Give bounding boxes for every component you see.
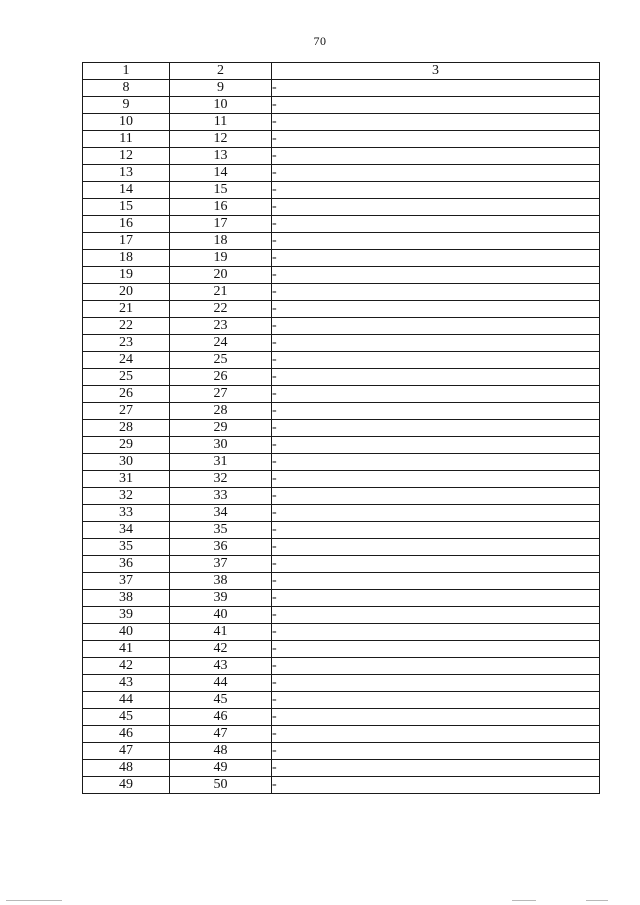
- table-row: [83, 318, 600, 335]
- cell-col-2: 24: [170, 335, 272, 352]
- table-row: [83, 284, 600, 301]
- cell-col-2: 21: [170, 284, 272, 301]
- cell-col-2: 49: [170, 760, 272, 777]
- cell-col-1: 30: [83, 454, 170, 471]
- cell-col-1: 47: [83, 743, 170, 760]
- cell-col-3: -: [272, 216, 600, 233]
- table-row: [83, 556, 600, 573]
- cell-col-1: 35: [83, 539, 170, 556]
- table-row: [83, 590, 600, 607]
- cell-col-3: -: [272, 369, 600, 386]
- cell-col-1: 14: [83, 182, 170, 199]
- column-header-2: 2: [170, 63, 272, 80]
- cell-col-1: 24: [83, 352, 170, 369]
- table-body: [83, 80, 600, 794]
- cell-col-1: 13: [83, 165, 170, 182]
- cell-col-1: 34: [83, 522, 170, 539]
- cell-col-3: -: [272, 199, 600, 216]
- table-row: [83, 250, 600, 267]
- cell-col-1: 9: [83, 97, 170, 114]
- table-row: [83, 709, 600, 726]
- table-row: [83, 182, 600, 199]
- cell-col-3: -: [272, 114, 600, 131]
- table-row: [83, 692, 600, 709]
- cell-col-1: 17: [83, 233, 170, 250]
- table-row: [83, 726, 600, 743]
- cell-col-1: 40: [83, 624, 170, 641]
- table-row: [83, 267, 600, 284]
- table-row: [83, 658, 600, 675]
- table-row: [83, 386, 600, 403]
- table-row: [83, 97, 600, 114]
- cell-col-2: 26: [170, 369, 272, 386]
- cell-col-3: -: [272, 607, 600, 624]
- cell-col-2: 50: [170, 777, 272, 794]
- cell-col-3: -: [272, 522, 600, 539]
- cell-col-1: 27: [83, 403, 170, 420]
- cell-col-2: 28: [170, 403, 272, 420]
- cell-col-3: -: [272, 760, 600, 777]
- cell-col-2: 14: [170, 165, 272, 182]
- cell-col-3: -: [272, 692, 600, 709]
- cell-col-1: 37: [83, 573, 170, 590]
- table-row: [83, 777, 600, 794]
- cell-col-1: 33: [83, 505, 170, 522]
- table-row: [83, 114, 600, 131]
- table-row: [83, 403, 600, 420]
- cell-col-3: -: [272, 267, 600, 284]
- cell-col-3: -: [272, 675, 600, 692]
- cell-col-1: 36: [83, 556, 170, 573]
- cell-col-2: 29: [170, 420, 272, 437]
- table-row: [83, 80, 600, 97]
- cell-col-2: 42: [170, 641, 272, 658]
- cell-col-1: 42: [83, 658, 170, 675]
- table-row: [83, 437, 600, 454]
- table-row: [83, 420, 600, 437]
- cell-col-1: 12: [83, 148, 170, 165]
- cell-col-2: 31: [170, 454, 272, 471]
- cell-col-2: 36: [170, 539, 272, 556]
- cell-col-2: 11: [170, 114, 272, 131]
- cell-col-3: -: [272, 488, 600, 505]
- table-row: [83, 675, 600, 692]
- scan-artifact: [586, 900, 608, 901]
- cell-col-3: -: [272, 250, 600, 267]
- cell-col-3: -: [272, 284, 600, 301]
- cell-col-3: -: [272, 777, 600, 794]
- cell-col-1: 46: [83, 726, 170, 743]
- cell-col-3: -: [272, 233, 600, 250]
- cell-col-2: 34: [170, 505, 272, 522]
- cell-col-2: 47: [170, 726, 272, 743]
- cell-col-3: -: [272, 539, 600, 556]
- page-number: 70: [313, 34, 327, 48]
- cell-col-3: -: [272, 573, 600, 590]
- cell-col-1: 32: [83, 488, 170, 505]
- cell-col-3: -: [272, 454, 600, 471]
- cell-col-3: -: [272, 97, 600, 114]
- cell-col-3: -: [272, 301, 600, 318]
- cell-col-2: 40: [170, 607, 272, 624]
- table-row: [83, 301, 600, 318]
- cell-col-1: 44: [83, 692, 170, 709]
- cell-col-1: 11: [83, 131, 170, 148]
- cell-col-3: -: [272, 420, 600, 437]
- table-row: [83, 624, 600, 641]
- table-row: [83, 216, 600, 233]
- cell-col-2: 30: [170, 437, 272, 454]
- cell-col-3: -: [272, 131, 600, 148]
- cell-col-1: 28: [83, 420, 170, 437]
- cell-col-2: 43: [170, 658, 272, 675]
- table-row: [83, 131, 600, 148]
- cell-col-1: 39: [83, 607, 170, 624]
- cell-col-3: -: [272, 556, 600, 573]
- cell-col-2: 38: [170, 573, 272, 590]
- table-row: [83, 454, 600, 471]
- cell-col-3: -: [272, 437, 600, 454]
- table-row: [83, 505, 600, 522]
- cell-col-2: 10: [170, 97, 272, 114]
- cell-col-2: 25: [170, 352, 272, 369]
- cell-col-2: 37: [170, 556, 272, 573]
- cell-col-1: 26: [83, 386, 170, 403]
- cell-col-2: 12: [170, 131, 272, 148]
- cell-col-1: 45: [83, 709, 170, 726]
- cell-col-2: 39: [170, 590, 272, 607]
- table-row: [83, 539, 600, 556]
- cell-col-2: 45: [170, 692, 272, 709]
- table-row: [83, 607, 600, 624]
- table-row: [83, 233, 600, 250]
- cell-col-2: 18: [170, 233, 272, 250]
- cell-col-3: -: [272, 352, 600, 369]
- cell-col-2: 41: [170, 624, 272, 641]
- cell-col-1: 16: [83, 216, 170, 233]
- cell-col-2: 32: [170, 471, 272, 488]
- cell-col-3: -: [272, 318, 600, 335]
- cell-col-3: -: [272, 624, 600, 641]
- data-table: [82, 62, 600, 794]
- cell-col-1: 22: [83, 318, 170, 335]
- cell-col-1: 25: [83, 369, 170, 386]
- cell-col-2: 46: [170, 709, 272, 726]
- cell-col-3: -: [272, 403, 600, 420]
- cell-col-1: 18: [83, 250, 170, 267]
- cell-col-3: -: [272, 641, 600, 658]
- cell-col-1: 10: [83, 114, 170, 131]
- cell-col-2: 17: [170, 216, 272, 233]
- scan-artifact: [6, 900, 62, 901]
- cell-col-3: -: [272, 386, 600, 403]
- cell-col-2: 19: [170, 250, 272, 267]
- cell-col-3: -: [272, 709, 600, 726]
- cell-col-2: 48: [170, 743, 272, 760]
- table-row: [83, 488, 600, 505]
- cell-col-2: 23: [170, 318, 272, 335]
- cell-col-3: -: [272, 743, 600, 760]
- table-row: [83, 471, 600, 488]
- cell-col-3: -: [272, 590, 600, 607]
- table-row: [83, 352, 600, 369]
- cell-col-3: -: [272, 335, 600, 352]
- table-row: [83, 369, 600, 386]
- cell-col-3: -: [272, 505, 600, 522]
- cell-col-2: 20: [170, 267, 272, 284]
- cell-col-2: 22: [170, 301, 272, 318]
- table-row: [83, 148, 600, 165]
- cell-col-2: 27: [170, 386, 272, 403]
- cell-col-1: 8: [83, 80, 170, 97]
- cell-col-3: -: [272, 471, 600, 488]
- cell-col-2: 35: [170, 522, 272, 539]
- cell-col-1: 43: [83, 675, 170, 692]
- cell-col-2: 16: [170, 199, 272, 216]
- table-row: [83, 573, 600, 590]
- cell-col-2: 13: [170, 148, 272, 165]
- table-row: [83, 641, 600, 658]
- cell-col-1: 49: [83, 777, 170, 794]
- cell-col-3: -: [272, 726, 600, 743]
- table-row: [83, 760, 600, 777]
- column-header-3: 3: [272, 63, 600, 80]
- table-row: [83, 165, 600, 182]
- table-row: [83, 335, 600, 352]
- cell-col-1: 48: [83, 760, 170, 777]
- cell-col-1: 20: [83, 284, 170, 301]
- cell-col-2: 9: [170, 80, 272, 97]
- table-row: [83, 199, 600, 216]
- cell-col-3: -: [272, 658, 600, 675]
- cell-col-3: -: [272, 148, 600, 165]
- scan-artifact: [512, 900, 536, 901]
- cell-col-2: 44: [170, 675, 272, 692]
- table-row: [83, 522, 600, 539]
- cell-col-1: 38: [83, 590, 170, 607]
- cell-col-1: 29: [83, 437, 170, 454]
- cell-col-1: 21: [83, 301, 170, 318]
- cell-col-2: 33: [170, 488, 272, 505]
- cell-col-1: 41: [83, 641, 170, 658]
- cell-col-3: -: [272, 80, 600, 97]
- cell-col-1: 31: [83, 471, 170, 488]
- cell-col-1: 23: [83, 335, 170, 352]
- table-header-row: [83, 63, 600, 80]
- cell-col-1: 15: [83, 199, 170, 216]
- column-header-1: 1: [83, 63, 170, 80]
- table-row: [83, 743, 600, 760]
- cell-col-2: 15: [170, 182, 272, 199]
- cell-col-3: -: [272, 182, 600, 199]
- cell-col-1: 19: [83, 267, 170, 284]
- cell-col-3: -: [272, 165, 600, 182]
